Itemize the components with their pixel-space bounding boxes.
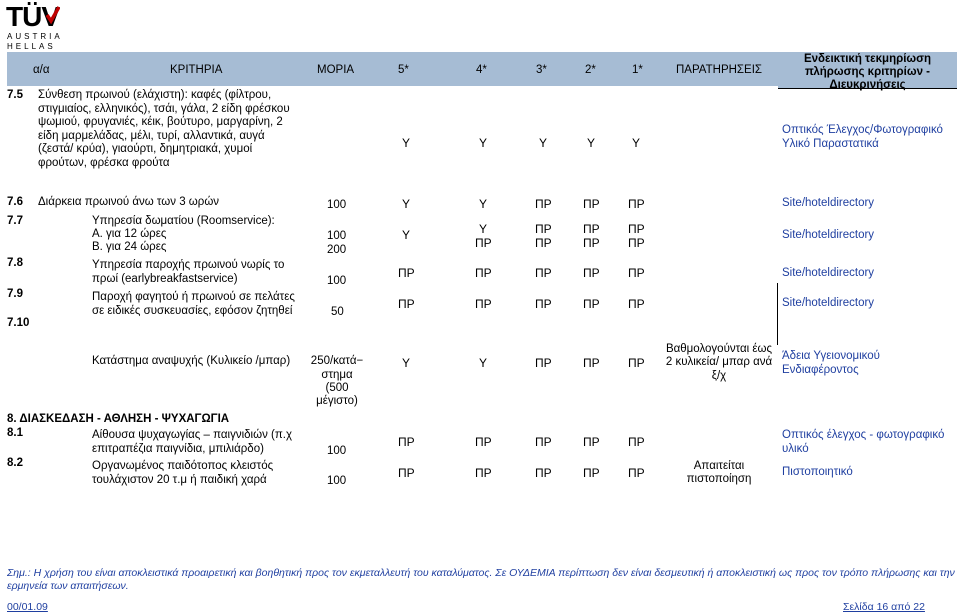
row-7-9-evidence: Site/hoteldirectory <box>782 297 875 309</box>
row-8-1-criteria-1: Αίθουσα ψυχαγωγίας – παιγνιδιών (π.χ <box>92 429 293 441</box>
row-7-10-points-4: μέγιστο) <box>316 395 358 407</box>
section-8-title: 8. ΔΙΑΣΚΕΔΑΣΗ - ΑΘΛΗΣΗ - ΨΥΧΑΓΩΓΙΑ <box>7 413 230 425</box>
row-7-7-2star-a: ΠΡ <box>583 222 600 236</box>
row-7-10-3star: ΠΡ <box>535 356 552 370</box>
row-8-1-3star: ΠΡ <box>535 435 552 449</box>
row-7-6-5star: Υ <box>402 197 411 211</box>
row-7-6-number: 7.6 <box>7 196 23 208</box>
row-7-5-number: 7.5 <box>7 89 23 101</box>
row-7-5-5star: Υ <box>402 136 411 150</box>
row-8-2-criteria-1: Οργανωμένος παιδότοπος κλειστός <box>92 460 274 472</box>
row-7-10-evidence-2: Ενδιαφέροντος <box>782 364 859 376</box>
row-8-2-4star: ΠΡ <box>475 466 492 480</box>
row-8-2-3star: ΠΡ <box>535 466 552 480</box>
row-7-8-criteria-2: πρωί (earlybreakfastservice) <box>92 273 238 285</box>
row-7-8-3star: ΠΡ <box>535 266 552 280</box>
row-7-9-5star: ΠΡ <box>398 297 415 311</box>
header-criteria: ΚΡΙΤΗΡΙΑ <box>170 64 223 76</box>
row-7-6-3star: ΠΡ <box>535 197 552 211</box>
page-number: Σελίδα 16 από 22 <box>843 601 925 613</box>
row-8-2-evidence: Πιστοποιητικό <box>782 466 853 478</box>
logo-line1: AUSTRIA <box>7 32 63 41</box>
row-7-10-remarks-1: Βαθμολογούνται έως <box>665 343 773 355</box>
row-8-2-2star: ΠΡ <box>583 466 600 480</box>
row-7-10-points-3: (500 <box>325 382 349 394</box>
row-8-2-points: 100 <box>327 475 347 487</box>
row-8-1-4star: ΠΡ <box>475 435 492 449</box>
row-7-7-5star: Υ <box>402 228 411 242</box>
row-7-5-2star: Υ <box>587 136 596 150</box>
row-7-8-2star: ΠΡ <box>583 266 600 280</box>
row-7-9-number: 7.9 <box>7 288 23 300</box>
header-1star: 1* <box>632 64 643 76</box>
header-remarks: ΠΑΡΑΤΗΡΗΣΕΙΣ <box>676 64 762 76</box>
row-7-10-remarks-2: 2 κυλικεία/ μπαρ ανά <box>665 356 773 368</box>
row-7-7-3star-b: ΠΡ <box>535 236 552 250</box>
row-7-8-4star: ΠΡ <box>475 266 492 280</box>
row-8-2-number: 8.2 <box>7 457 23 469</box>
row-7-10-number: 7.10 <box>7 317 30 329</box>
row-7-6-2star: ΠΡ <box>583 197 600 211</box>
row-7-10-evidence-1: Άδεια Υγειονομικού <box>782 350 880 362</box>
logo-line2: HELLAS <box>7 42 56 51</box>
row-7-6-evidence: Site/hoteldirectory <box>782 197 875 209</box>
tuv-logo <box>6 1 68 51</box>
row-7-10-1star: ΠΡ <box>628 356 645 370</box>
row-7-5-4star: Υ <box>479 136 488 150</box>
row-7-9-criteria-2: σε ειδικές συσκευασίες, εφόσον ζητηθεί <box>92 305 293 317</box>
header-evidence: Ενδεικτική τεκμηρίωση πλήρωσης κριτηρίων - Διευκρινήσεις <box>803 53 932 91</box>
row-8-2-1star: ΠΡ <box>628 466 645 480</box>
row-7-9-criteria-1: Παροχή φαγητού ή πρωινού σε πελάτες <box>92 291 295 303</box>
row-8-2-criteria-2: τουλάχιστον 20 τ.μ ή παιδική χαρά <box>92 474 267 486</box>
row-7-9-2star: ΠΡ <box>583 297 600 311</box>
row-7-10-points-2: στημα <box>321 369 353 381</box>
row-7-7-1star-b: ΠΡ <box>628 236 645 250</box>
row-7-6-4star: Υ <box>479 197 488 211</box>
row-8-1-number: 8.1 <box>7 427 23 439</box>
row-7-5-3star: Υ <box>539 136 548 150</box>
row-7-7-points-b: 200 <box>327 244 347 256</box>
row-7-5-1star: Υ <box>632 136 641 150</box>
row-7-6-criteria: Διάρκεια πρωινού άνω των 3 ωρών <box>38 196 220 208</box>
row-7-7-option-a: Α. για 12 ώρες <box>92 228 167 240</box>
header-points: ΜΟΡΙΑ <box>317 64 355 76</box>
row-8-1-evidence-2: υλικό <box>782 443 809 455</box>
row-7-9-4star: ΠΡ <box>475 297 492 311</box>
row-7-5-evidence: Οπτικός Έλεγχος/Φωτογραφικό Υλικό Παραστατικά <box>782 124 943 150</box>
row-7-9-3star: ΠΡ <box>535 297 552 311</box>
row-7-6-points: 100 <box>327 199 347 211</box>
row-8-1-criteria-2: επιτραπέζια παιγνίδια, μπιλιάρδο) <box>92 443 264 455</box>
table-header <box>7 52 778 86</box>
row-7-7-4star-a: Υ <box>479 222 488 236</box>
row-8-1-2star: ΠΡ <box>583 435 600 449</box>
row-7-7-2star-b: ΠΡ <box>583 236 600 250</box>
row-7-7-evidence: Site/hoteldirectory <box>782 229 875 241</box>
row-7-7-criteria: Υπηρεσία δωματίου (Roomservice): <box>92 215 275 227</box>
row-7-8-points: 100 <box>327 275 347 287</box>
row-7-8-criteria-1: Υπηρεσία παροχής πρωινού νωρίς το <box>92 259 285 271</box>
row-7-7-option-b: Β. για 24 ώρες <box>92 241 167 253</box>
column-divider <box>777 283 778 345</box>
header-aa: α/α <box>33 64 50 76</box>
row-8-1-5star: ΠΡ <box>398 435 415 449</box>
row-7-6-1star: ΠΡ <box>628 197 645 211</box>
row-7-7-3star-a: ΠΡ <box>535 222 552 236</box>
logo-check-icon <box>46 6 60 24</box>
row-8-2-remarks-2: πιστοποίηση <box>686 473 752 485</box>
row-7-8-5star: ΠΡ <box>398 266 415 280</box>
header-4star: 4* <box>476 64 487 76</box>
row-7-8-number: 7.8 <box>7 257 23 269</box>
row-7-9-points: 50 <box>331 306 344 318</box>
header-2star: 2* <box>585 64 596 76</box>
row-7-7-points-a: 100 <box>327 230 347 242</box>
row-7-7-1star-a: ΠΡ <box>628 222 645 236</box>
row-7-10-points-1: 250/κατά− <box>310 355 364 367</box>
row-8-1-evidence-1: Οπτικός έλεγχος - φωτογραφικό <box>782 429 945 441</box>
row-7-10-criteria: Κατάστημα αναψυχής (Κυλικείο /μπαρ) <box>92 355 291 367</box>
row-7-8-1star: ΠΡ <box>628 266 645 280</box>
row-8-1-1star: ΠΡ <box>628 435 645 449</box>
row-8-1-points: 100 <box>327 445 347 457</box>
header-3star: 3* <box>536 64 547 76</box>
row-7-10-remarks-3: ξ/χ <box>711 370 727 382</box>
logo-brand: TÜV <box>6 1 59 32</box>
row-8-2-5star: ΠΡ <box>398 466 415 480</box>
row-7-10-2star: ΠΡ <box>583 356 600 370</box>
document-code: 00/01.09 <box>7 601 48 613</box>
disclaimer-note: Σημ.: Η χρήση του είναι αποκλειστικά προαιρετική και βοηθητική προς τον εκμεταλλευτή του καταλύματος. Σε ΟΥΔΕΜΙΑ περίπτωση δεν είναι δεσμευτική ή αποκλειστική ως προς τον τρόπο πλήρωσης και την ερμηνεία των απαιτήσεων. <box>7 567 955 592</box>
row-7-5-criteria: Σύνθεση πρωινού (ελάχιστη): καφές (φίλτρου, στιγμιαίος, ελληνικός), τσάι, γάλα, 2 είδη φρέσκου ψωμιού, φρυγανιές, κέικ, βούτυρο, μαργαρίνη, 2 είδη μαρμελάδας, μέλι, τυρί, αλλαντικά, αυγά (ζεστά/ κρύα), γιαούρτι, δημητριακά, χυμοί φρούτων, φρέσκα φρούτα <box>38 89 290 169</box>
row-7-10-4star: Υ <box>479 356 488 370</box>
row-7-7-4star-b: ΠΡ <box>475 236 492 250</box>
row-7-7-number: 7.7 <box>7 215 23 227</box>
row-7-8-evidence: Site/hoteldirectory <box>782 267 875 279</box>
row-7-10-5star: Υ <box>402 356 411 370</box>
row-8-2-remarks-1: Απαιτείται <box>693 460 745 472</box>
row-7-9-1star: ΠΡ <box>628 297 645 311</box>
header-5star: 5* <box>398 64 409 76</box>
